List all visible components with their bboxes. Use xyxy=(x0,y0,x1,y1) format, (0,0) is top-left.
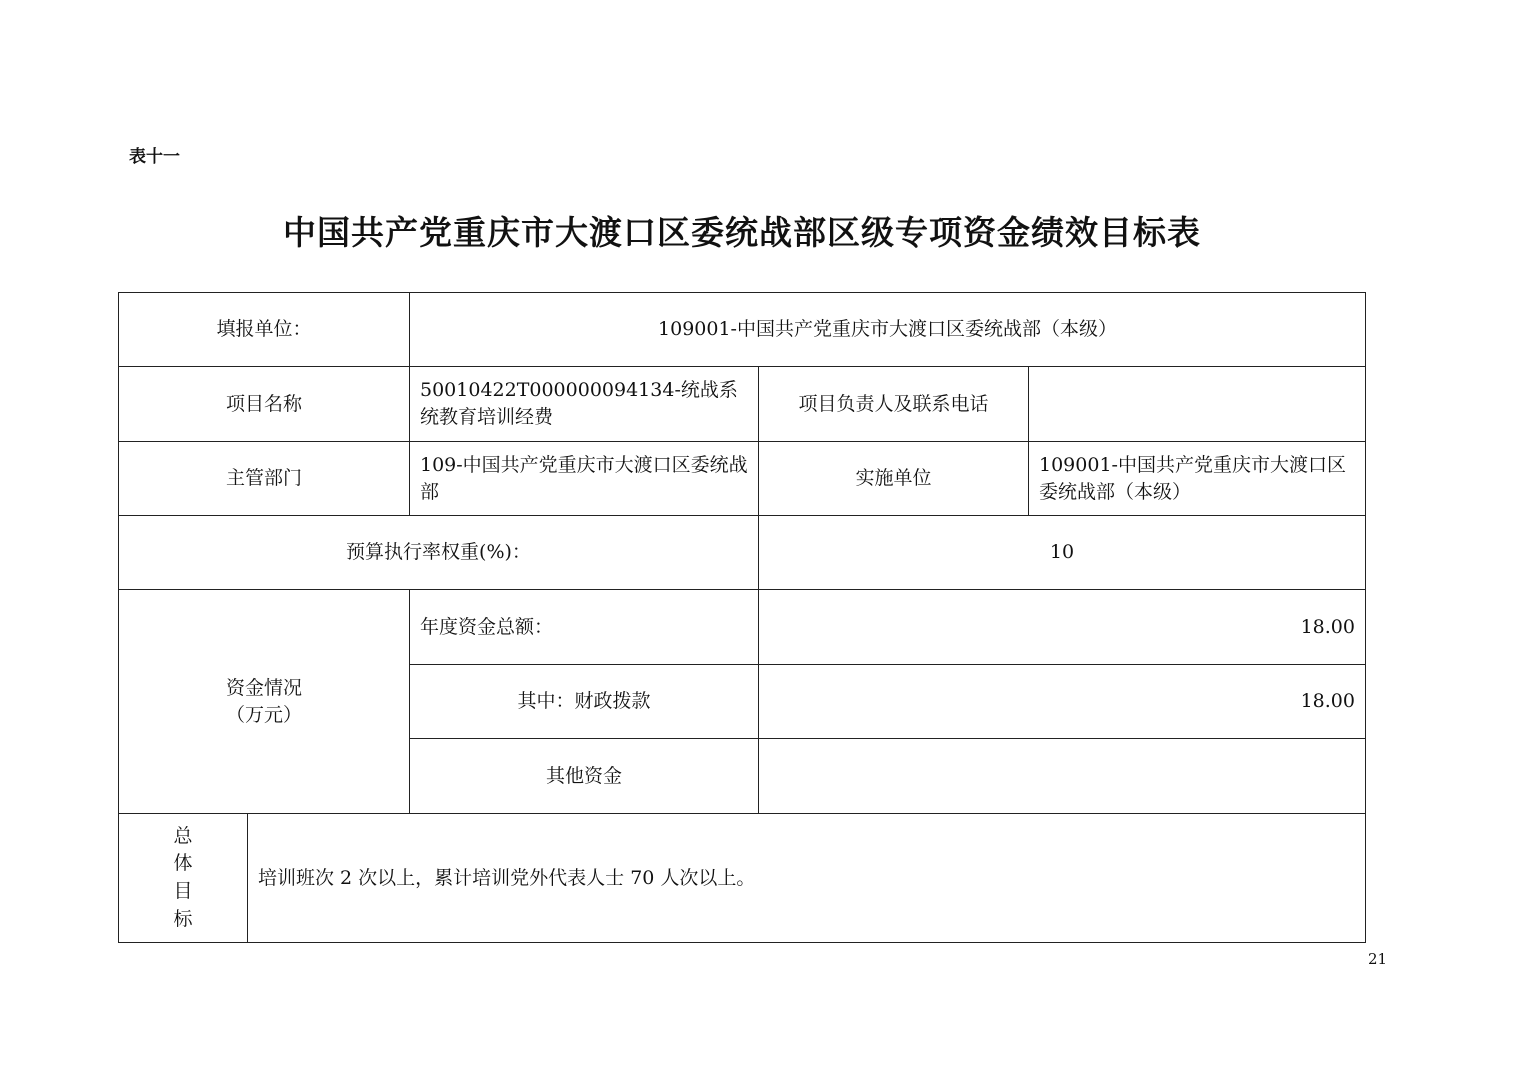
other-funds-value-cell xyxy=(758,738,1366,814)
reporting-unit-value-cell xyxy=(409,292,1366,367)
page-title: 中国共产党重庆市大渡口区委统战部区级专项资金绩效目标表 xyxy=(283,213,1201,252)
overall-goal-char: 总 xyxy=(173,824,193,847)
reporting-unit-label: 填报单位： xyxy=(216,318,312,341)
project-name-value-cell xyxy=(409,366,759,442)
project-name-value: 50010422T000000094134-统战系统教育培训经费 xyxy=(420,379,738,428)
budget-weight-label: 预算执行率权重(%)： xyxy=(346,541,531,564)
project-name-label: 项目名称 xyxy=(225,392,302,415)
funding-label-cell xyxy=(118,589,410,814)
supervisor-value-cell xyxy=(409,441,759,516)
supervisor-label: 主管部门 xyxy=(225,467,302,490)
overall-goal-char: 标 xyxy=(173,907,193,930)
annual-total-label-cell xyxy=(409,589,759,665)
fiscal-label-cell xyxy=(409,664,759,739)
fiscal-value-cell xyxy=(758,664,1366,739)
implementer-value: 109001-中国共产党重庆市大渡口区委统战部（本级） xyxy=(1039,453,1346,503)
project-leader-label-cell xyxy=(758,366,1029,442)
project-leader-label: 项目负责人及联系电话 xyxy=(798,392,989,415)
reporting-unit-value: 109001-中国共产党重庆市大渡口区委统战部（本级） xyxy=(658,318,1117,341)
budget-weight-value: 10 xyxy=(1049,541,1075,564)
overall-goal-value-cell xyxy=(247,813,1366,943)
overall-goal-value: 培训班次 2 次以上，累计培训党外代表人士 70 人次以上。 xyxy=(258,866,756,889)
fiscal-value: 18.00 xyxy=(1300,690,1355,713)
reporting-unit-label-cell xyxy=(118,292,410,367)
project-name-label-cell xyxy=(118,366,410,442)
page-number: 21 xyxy=(1368,950,1388,968)
funding-unit-label: （万元） xyxy=(225,703,302,726)
budget-weight-label-cell xyxy=(118,515,759,590)
implementer-label: 实施单位 xyxy=(855,467,932,490)
other-funds-label: 其他资金 xyxy=(545,764,622,787)
project-leader-value-cell xyxy=(1028,366,1366,442)
annual-total-value-cell xyxy=(758,589,1366,665)
annual-total-value: 18.00 xyxy=(1300,615,1355,638)
budget-weight-value-cell xyxy=(758,515,1366,590)
implementer-value-cell xyxy=(1028,441,1366,516)
overall-goal-label-cell xyxy=(118,813,248,943)
fiscal-label: 其中：财政拨款 xyxy=(517,690,651,713)
annual-total-label: 年度资金总额： xyxy=(420,615,554,638)
overall-goal-char: 目 xyxy=(173,880,193,902)
other-funds-label-cell xyxy=(409,738,759,814)
supervisor-value: 109-中国共产党重庆市大渡口区委统战部 xyxy=(420,453,748,503)
supervisor-label-cell xyxy=(118,441,410,516)
implementer-label-cell xyxy=(758,441,1029,516)
funding-label: 资金情况 xyxy=(225,676,302,699)
overall-goal-char: 体 xyxy=(173,852,193,875)
table-number-label: 表十一 xyxy=(129,147,180,167)
